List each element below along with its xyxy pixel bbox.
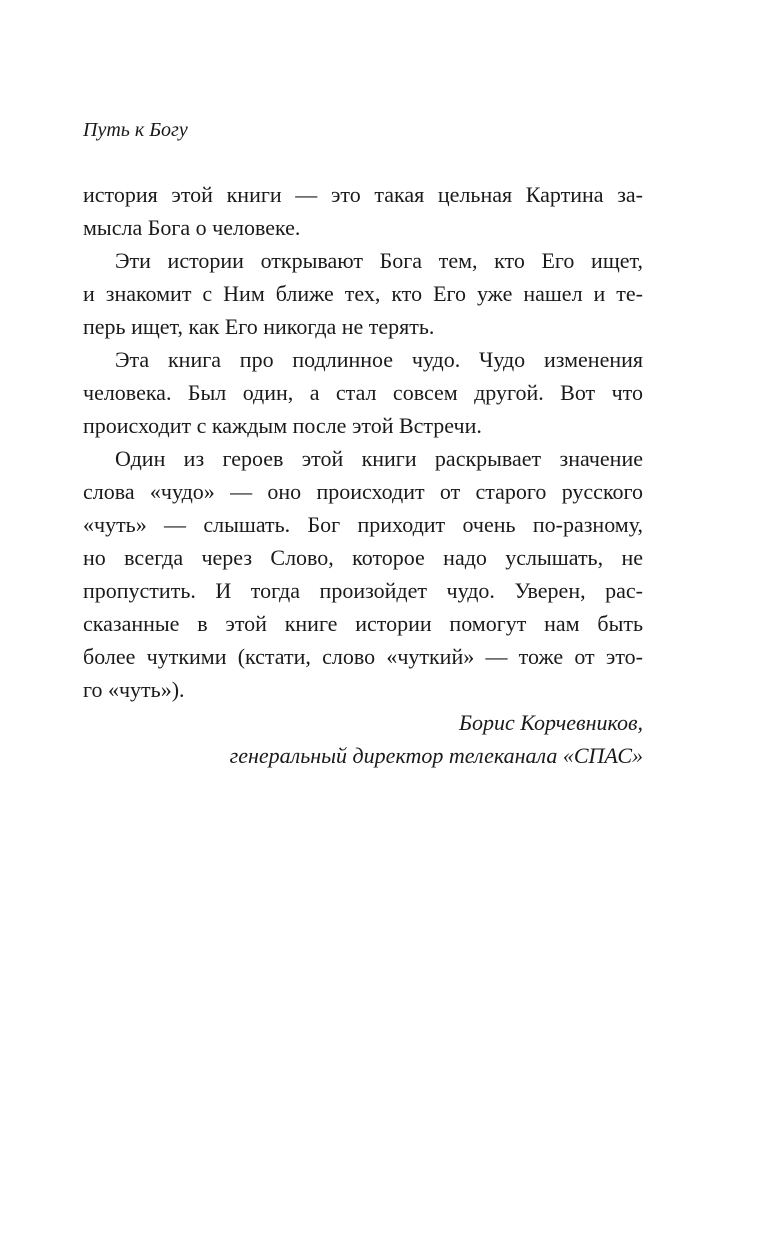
text-line: Эта книга про подлинное чудо. Чудо изменения xyxy=(115,347,643,372)
text-line: сказанные в этой книге истории помогут нам быть xyxy=(83,611,643,636)
paragraph xyxy=(83,442,643,706)
text-line: но всегда через Слово, которое надо услышать, не xyxy=(83,545,643,570)
text-line: история этой книги — это такая цельная Картина за- xyxy=(83,182,643,207)
text-line: и знакомит с Ним ближе тех, кто Его уже нашел и те- xyxy=(83,281,643,306)
text-line: слова «чудо» — оно происходит от старого русского xyxy=(83,479,643,504)
text-line: более чуткими (кстати, слово «чуткий» — тоже от это- xyxy=(83,644,643,669)
text-line: пропустить. И тогда произойдет чудо. Уверен, рас- xyxy=(83,578,643,603)
text-line: «чуть» — слышать. Бог приходит очень по-разному, xyxy=(83,512,643,537)
paragraph xyxy=(83,343,643,442)
paragraph xyxy=(83,178,643,244)
running-head: Путь к Богу xyxy=(83,119,188,141)
text-line: Эти истории открывают Бога тем, кто Его ищет, xyxy=(115,248,643,273)
paragraph xyxy=(83,244,643,343)
text-line: происходит с каждым после этой Встречи. xyxy=(83,413,482,438)
body-text xyxy=(83,178,643,772)
signature-name: Борис Корчевников, xyxy=(459,710,643,735)
text-line: мысла Бога о человеке. xyxy=(83,215,301,240)
text-line: Один из героев этой книги раскрывает значение xyxy=(115,446,643,471)
text-line: го «чуть»). xyxy=(83,677,185,702)
signature xyxy=(83,706,643,772)
text-line: перь ищет, как Его никогда не терять. xyxy=(83,314,435,339)
signature-title: генеральный директор телеканала «СПАС» xyxy=(229,743,643,768)
text-line: человека. Был один, а стал совсем другой. Вот что xyxy=(83,380,643,405)
